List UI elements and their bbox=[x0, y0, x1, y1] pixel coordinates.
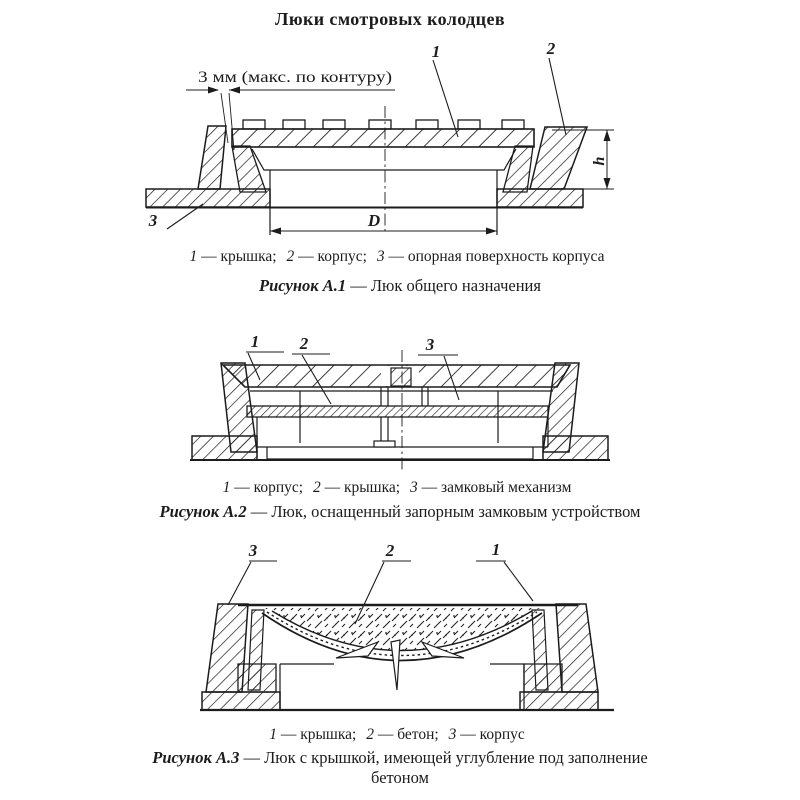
legend-item-number: 3 bbox=[376, 248, 385, 265]
figure-a1-drawing bbox=[0, 38, 800, 240]
figure-a3-caption-label: Рисунок А.3 bbox=[152, 748, 240, 767]
callout-1: 1 bbox=[491, 540, 501, 559]
dimension-d-label: D bbox=[367, 211, 381, 230]
callout-2: 2 bbox=[385, 541, 395, 560]
legend-item-number: 2 bbox=[366, 726, 374, 743]
callout-1: 1 bbox=[250, 332, 260, 351]
figure-a1-caption-text: — Люк общего назначения bbox=[350, 276, 541, 295]
figure-a2-caption bbox=[0, 502, 800, 522]
figure-a2-caption-label: Рисунок А.2 bbox=[159, 502, 247, 521]
callout-2: 2 bbox=[299, 334, 309, 353]
legend-item-text: — корпус; bbox=[298, 248, 367, 265]
cover-section bbox=[232, 129, 534, 192]
legend-item-number: 1 bbox=[189, 248, 198, 265]
legend-item-text: — крышка; bbox=[201, 248, 277, 265]
legend-item-number: 2 bbox=[286, 248, 295, 265]
figure-a2-legend bbox=[0, 479, 800, 497]
dimension-h-label: h bbox=[591, 156, 608, 166]
cover-tread-bumps bbox=[243, 120, 524, 129]
figure-a1-caption-label: Рисунок А.1 bbox=[259, 276, 347, 295]
figure-a2-caption-text: — Люк, оснащенный запорным замковым устройством bbox=[250, 502, 641, 521]
legend-item-text: — крышка; bbox=[280, 726, 357, 743]
leader-line bbox=[549, 58, 566, 135]
lock-bar bbox=[247, 406, 548, 417]
legend-item-number: 1 bbox=[222, 479, 231, 496]
leader-line bbox=[476, 561, 533, 601]
figure-a2-drawing bbox=[0, 322, 800, 474]
legend-item-text: — корпус bbox=[460, 726, 525, 743]
legend-item-text: — крышка; bbox=[324, 479, 401, 496]
callout-3: 3 bbox=[425, 335, 435, 354]
callout-3: 3 bbox=[148, 211, 158, 230]
callout-1: 1 bbox=[431, 42, 441, 61]
legend-item-number: 3 bbox=[409, 479, 418, 496]
figure-a1-caption bbox=[0, 276, 800, 296]
callout-3: 3 bbox=[248, 541, 258, 560]
figure-a3-caption bbox=[0, 748, 800, 788]
well-opening bbox=[270, 170, 497, 235]
legend-item-number: 3 bbox=[448, 726, 457, 743]
legend-item-number: 2 bbox=[312, 479, 321, 496]
figure-a3-caption-text: — Люк с крышкой, имеющей углубление под заполнение bbox=[243, 748, 648, 767]
figure-a1-legend bbox=[0, 248, 800, 266]
cover-section bbox=[223, 365, 570, 387]
bowl-ribs bbox=[336, 640, 464, 690]
legend-item-text: — корпус; bbox=[234, 479, 304, 496]
leader-line bbox=[228, 561, 277, 605]
figure-a3-legend bbox=[0, 726, 800, 744]
legend-item-text: — замковый механизм bbox=[421, 479, 572, 496]
figure-a3-drawing bbox=[0, 532, 800, 718]
dimension-d bbox=[270, 211, 497, 235]
legend-item-text: — бетон; bbox=[377, 726, 439, 743]
well-opening bbox=[280, 664, 524, 710]
page-title: Люки смотровых колодцев bbox=[275, 9, 505, 29]
callout-2: 2 bbox=[546, 39, 556, 58]
legend-item-text: — опорная поверхность корпуса bbox=[388, 248, 605, 265]
dimension-3mm-label: 3 мм (макс. по контуру) bbox=[198, 69, 392, 86]
legend-item-number: 1 bbox=[269, 726, 277, 743]
figure-a3-caption-line2: бетоном bbox=[371, 768, 429, 787]
lock-mechanism bbox=[250, 387, 553, 459]
